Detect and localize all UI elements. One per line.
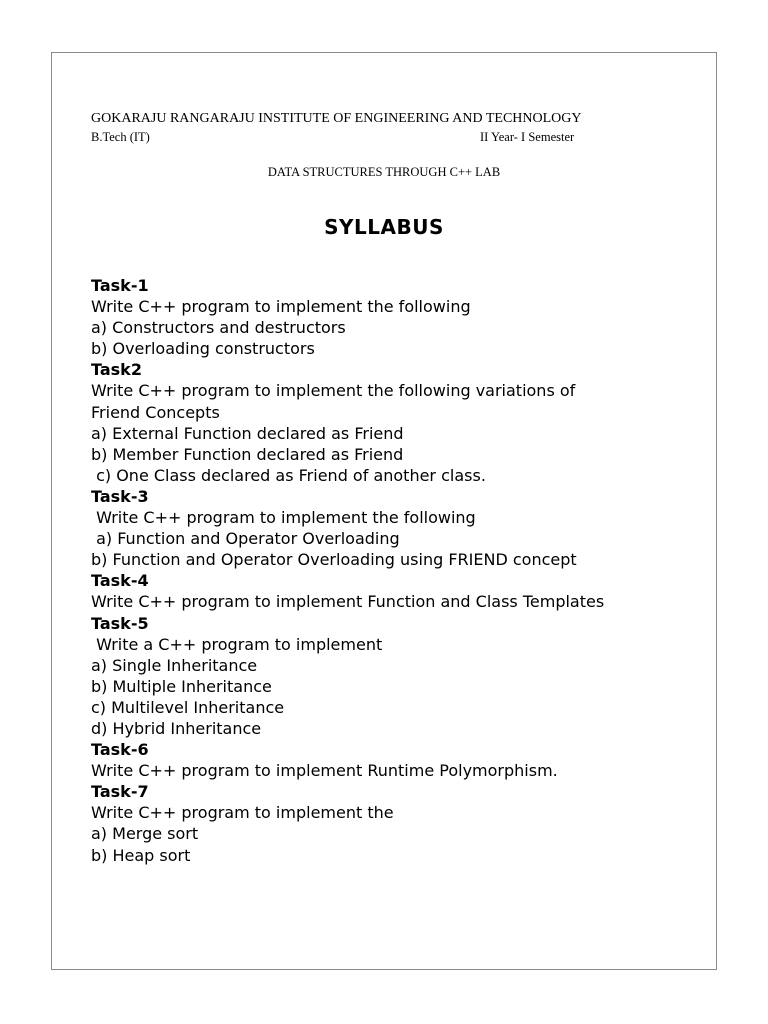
syllabus-line: Write a C++ program to implement bbox=[91, 634, 383, 654]
task-heading: Task-3 bbox=[91, 486, 149, 506]
syllabus-line: Friend Concepts bbox=[91, 402, 220, 422]
institute-name: GOKARAJU RANGARAJU INSTITUTE OF ENGINEERING AND TECHNOLOGY bbox=[91, 111, 582, 126]
syllabus-line: Write C++ program to implement the following bbox=[91, 297, 471, 317]
syllabus-line: Write C++ program to implement the following bbox=[91, 508, 476, 528]
syllabus-line: b) Heap sort bbox=[91, 845, 191, 865]
syllabus-line: b) Multiple Inheritance bbox=[91, 676, 272, 696]
page-title: SYLLABUS bbox=[324, 215, 444, 239]
syllabus-line: a) Function and Operator Overloading bbox=[91, 529, 400, 549]
syllabus-line: Write C++ program to implement the following variations of bbox=[91, 381, 576, 401]
task-heading: Task-4 bbox=[91, 571, 149, 591]
semester-label: II Year- I Semester bbox=[480, 130, 575, 144]
syllabus-line: a) External Function declared as Friend bbox=[91, 423, 404, 443]
task-heading: Task-1 bbox=[91, 276, 149, 295]
task-heading: Task-6 bbox=[91, 740, 149, 760]
syllabus-line: b) Overloading constructors bbox=[91, 339, 315, 359]
lab-title bbox=[0, 165, 768, 180]
syllabus-line: c) Multilevel Inheritance bbox=[91, 697, 285, 717]
syllabus-line: c) One Class declared as Friend of another class. bbox=[91, 465, 486, 485]
syllabus-line: d) Hybrid Inheritance bbox=[91, 718, 262, 738]
syllabus-content bbox=[91, 275, 701, 866]
syllabus-line: b) Member Function declared as Friend bbox=[91, 444, 404, 464]
syllabus-line: Write C++ program to implement Runtime Polymorphism. bbox=[91, 761, 558, 781]
course-name: B.Tech (IT) bbox=[91, 130, 150, 144]
syllabus-line: Write C++ program to implement Function and Class Templates bbox=[91, 592, 605, 612]
syllabus-line: b) Function and Operator Overloading using FRIEND concept bbox=[91, 550, 577, 570]
task-heading: Task2 bbox=[91, 360, 142, 380]
syllabus-line: a) Constructors and destructors bbox=[91, 318, 346, 338]
task-heading: Task-5 bbox=[91, 613, 149, 633]
syllabus-line: Write C++ program to implement the bbox=[91, 803, 394, 823]
syllabus-line: a) Merge sort bbox=[91, 824, 199, 844]
syllabus-line: a) Single Inheritance bbox=[91, 655, 258, 675]
lab-title-text: DATA STRUCTURES THROUGH C++ LAB bbox=[267, 165, 501, 179]
task-heading: Task-7 bbox=[91, 782, 149, 802]
